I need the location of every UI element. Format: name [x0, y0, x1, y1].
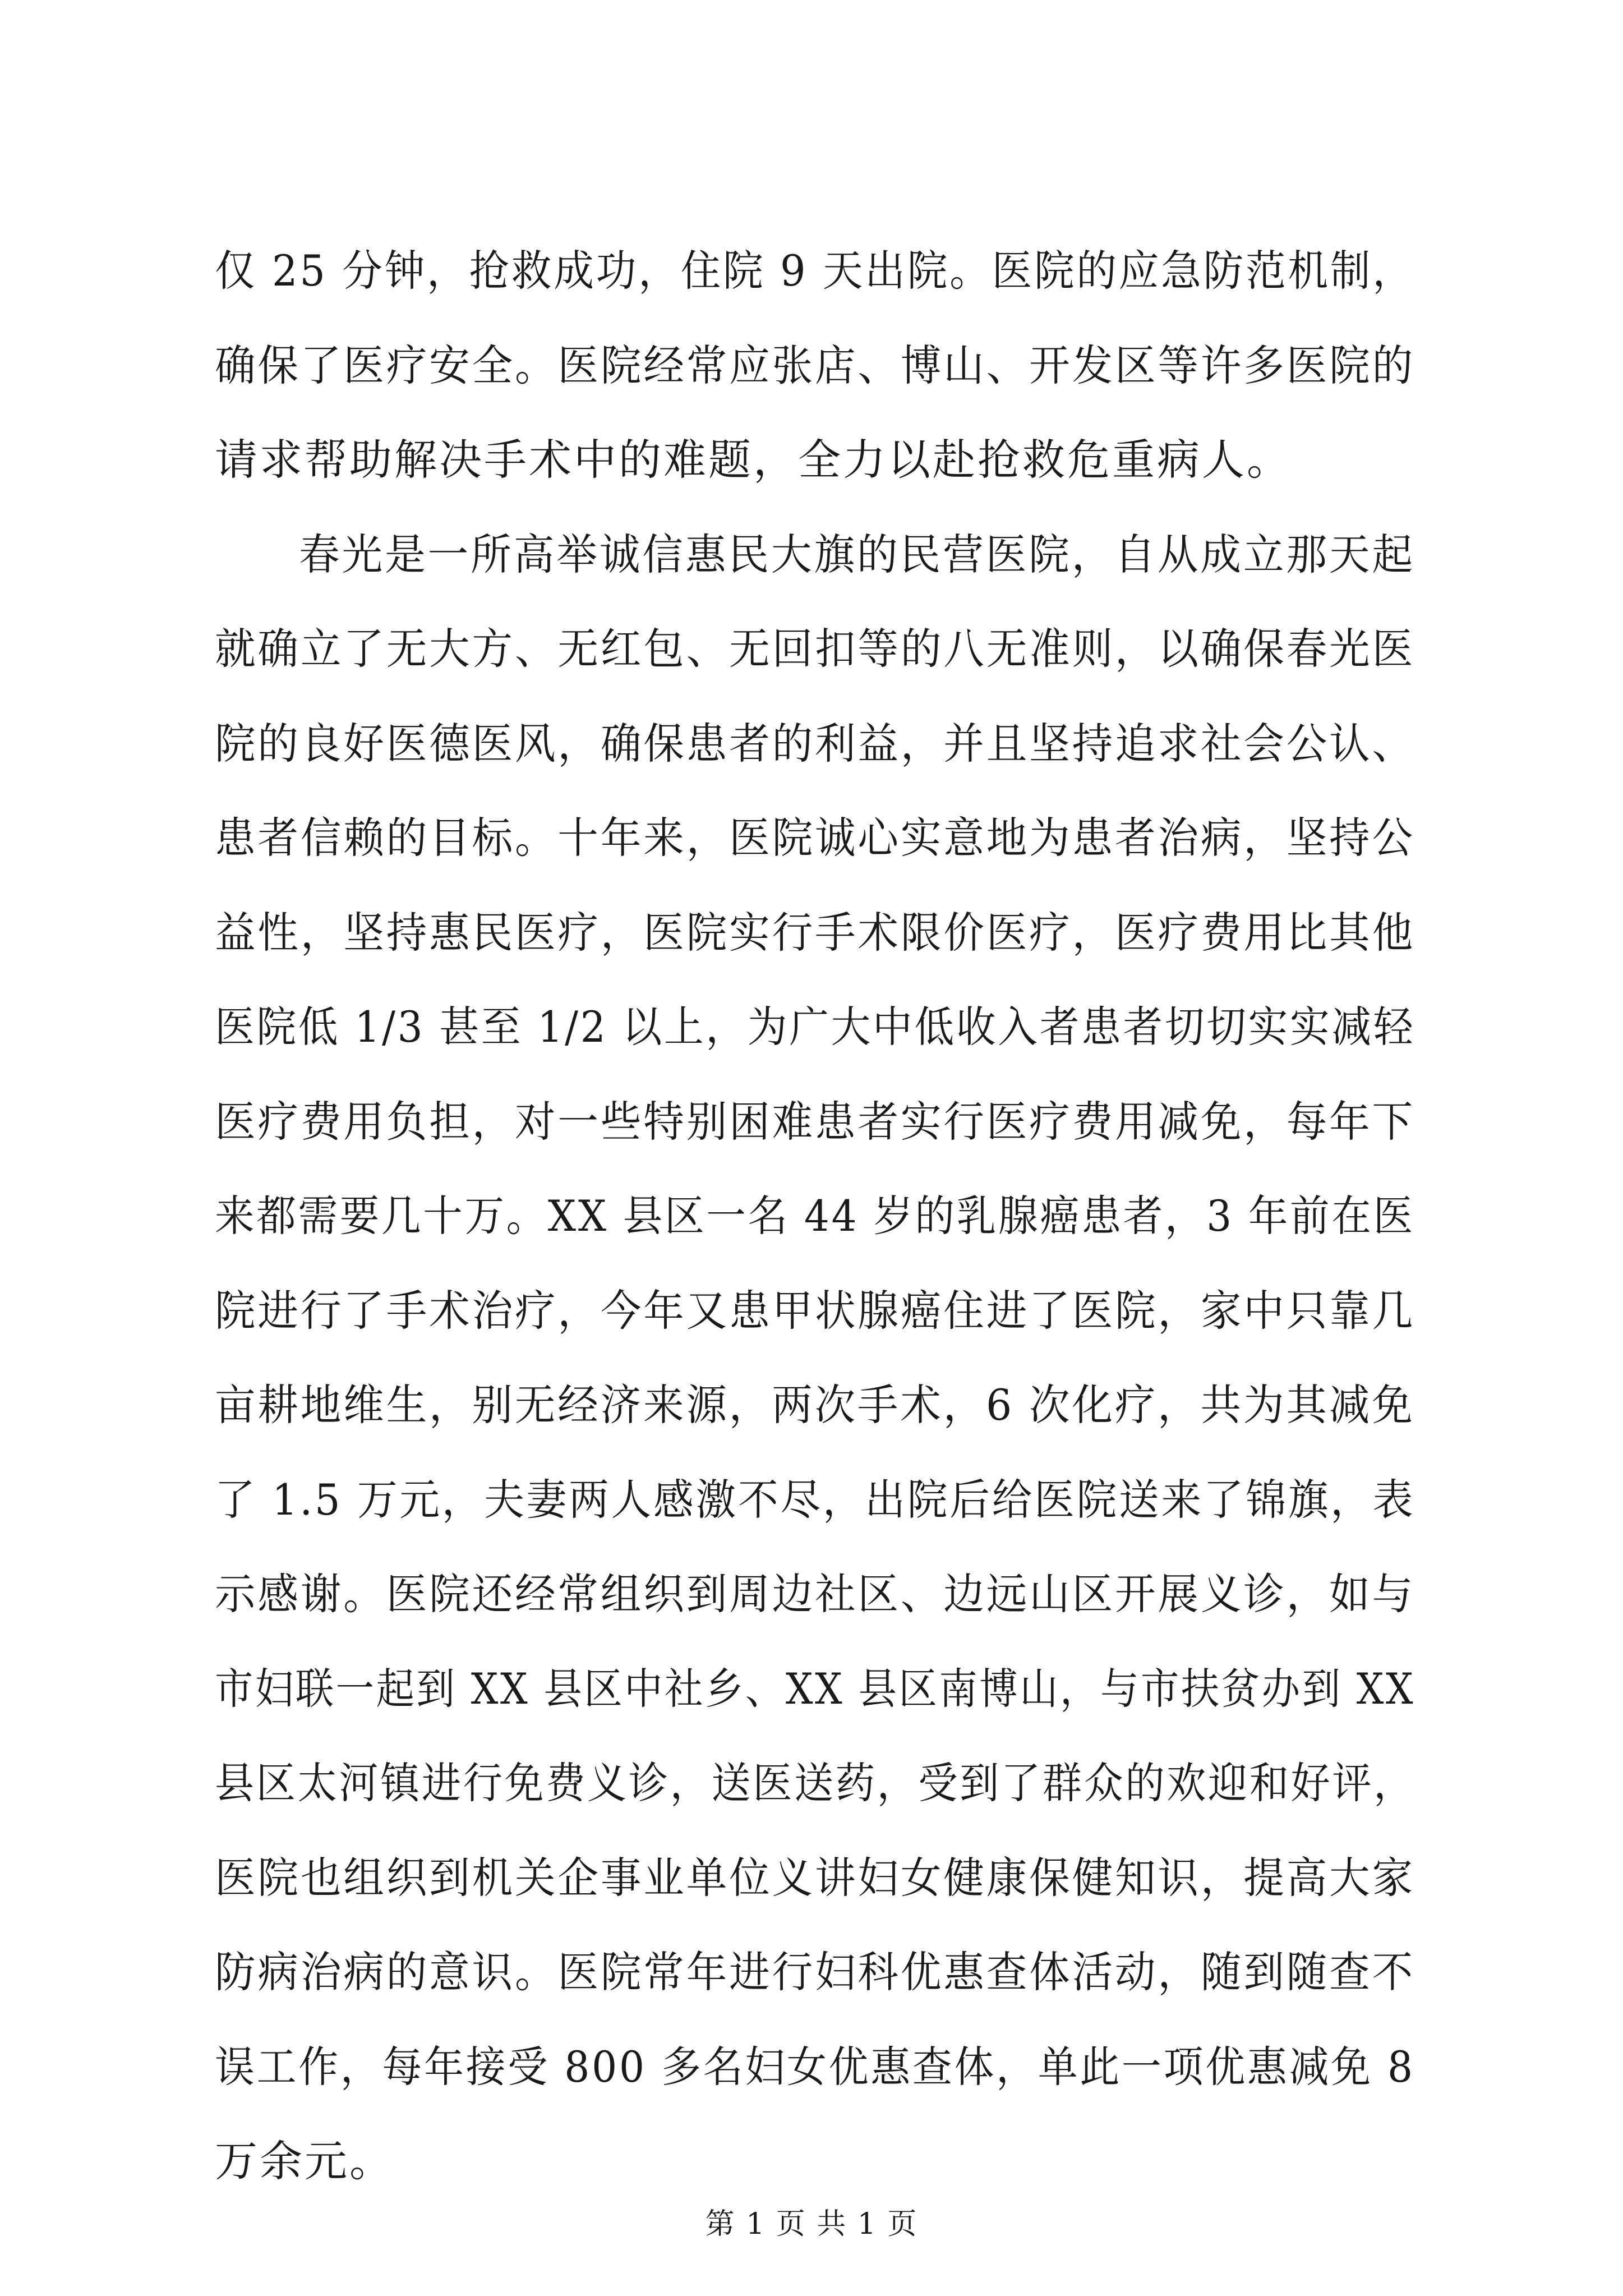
text-line: 确保了医疗安全。医院经常应张店、博山、开发区等许多医院的	[215, 340, 1415, 390]
text-line: 医院低 1/3 甚至 1/2 以上，为广大中低收入者患者切切实实减轻	[215, 1002, 1415, 1052]
text-line: 亩耕地维生，别无经济来源，两次手术，6 次化疗，共为其减免	[215, 1380, 1415, 1430]
text-line: 来都需要几十万。XX 县区一名 44 岁的乳腺癌患者，3 年前在医	[215, 1191, 1415, 1241]
text-line: 示感谢。医院还经常组织到周边社区、边远山区开展义诊，如与	[215, 1569, 1415, 1619]
text-line: 仅 25 分钟，抢救成功，住院 9 天出院。医院的应急防范机制，	[215, 246, 1415, 296]
text-line: 了 1.5 万元，夫妻两人感激不尽，出院后给医院送来了锦旗，表	[215, 1474, 1415, 1525]
text-line: 医院也组织到机关企事业单位义讲妇女健康保健知识，提高大家	[215, 1852, 1415, 1903]
text-line: 患者信赖的目标。十年来，医院诚心实意地为患者治病，坚持公	[215, 813, 1415, 863]
paragraph-first-line: 春光是一所高举诚信惠民大旗的民营医院，自从成立那天起	[299, 529, 1415, 579]
text-line: 县区太河镇进行免费义诊，送医送药，受到了群众的欢迎和好评，	[215, 1758, 1415, 1808]
text-line: 就确立了无大方、无红包、无回扣等的八无准则，以确保春光医	[215, 624, 1415, 674]
text-line: 益性，坚持惠民医疗，医院实行手术限价医疗，医疗费用比其他	[215, 907, 1415, 958]
text-line: 请求帮助解决手术中的难题，全力以赴抢救危重病人。	[215, 435, 1292, 485]
text-line: 万余元。	[215, 2136, 394, 2186]
text-line: 误工作，每年接受 800 多名妇女优惠查体，单此一项优惠减免 8	[215, 2041, 1415, 2092]
text-line: 院进行了手术治疗，今年又患甲状腺癌住进了医院，家中只靠几	[215, 1285, 1415, 1336]
text-line: 防病治病的意识。医院常年进行妇科优惠查体活动，随到随查不	[215, 1947, 1415, 1997]
text-line: 市妇联一起到 XX 县区中社乡、XX 县区南博山，与市扶贫办到 XX	[215, 1663, 1415, 1714]
text-line: 医疗费用负担，对一些特别困难患者实行医疗费用减免，每年下	[215, 1096, 1415, 1147]
text-line: 院的良好医德医风，确保患者的利益，并且坚持追求社会公认、	[215, 718, 1415, 769]
page-number-footer: 第 1 页 共 1 页	[705, 2207, 918, 2241]
